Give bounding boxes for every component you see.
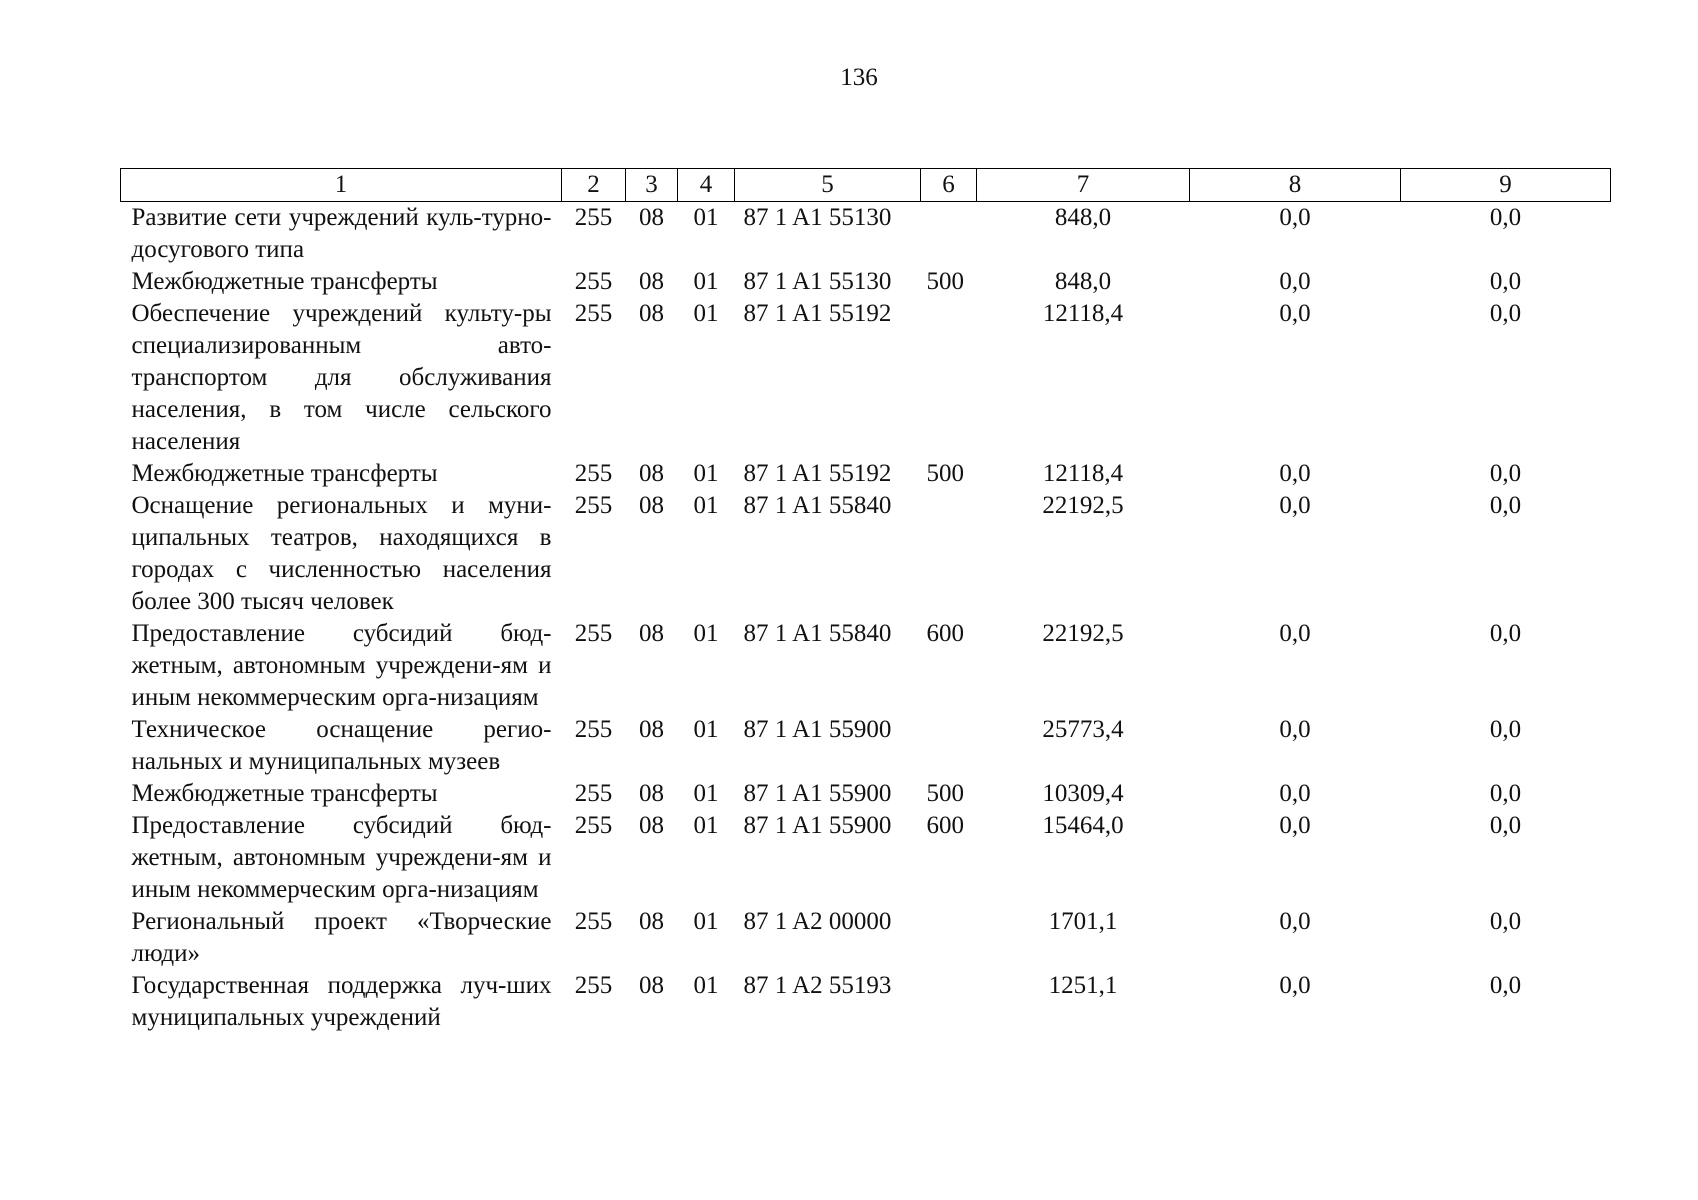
expense-type-code: 500 (926, 460, 964, 487)
table-row (121, 202, 1611, 267)
amount-col-7: 22192,5 (1042, 620, 1124, 647)
amount-col-8: 0,0 (1279, 492, 1311, 519)
amount-col-9: 0,0 (1489, 908, 1522, 935)
amount-col-7: 25773,4 (1042, 716, 1124, 743)
target-article-code: 87 1 A1 55900 (743, 716, 892, 743)
table-row (121, 906, 1611, 970)
expense-type-code: 600 (926, 812, 964, 839)
table-row (121, 458, 1611, 490)
target-article-code: 87 1 A1 55192 (743, 460, 892, 487)
target-article-code: 87 1 A1 55900 (743, 780, 892, 807)
expense-type-code (921, 714, 977, 778)
amount-col-8: 0,0 (1279, 268, 1311, 295)
section-code: 08 (639, 780, 664, 807)
column-header-2: 2 (562, 169, 626, 202)
table-body (121, 202, 1611, 1035)
amount-col-7: 12118,4 (1042, 300, 1124, 327)
section-code: 08 (639, 972, 664, 999)
subsection-code: 01 (693, 972, 719, 999)
amount-col-7: 15464,0 (1042, 812, 1124, 839)
target-article-code: 87 1 A1 55130 (743, 204, 892, 231)
row-name: Региональный проект «Творческие люди» (131, 908, 552, 967)
amount-col-7: 22192,5 (1042, 492, 1124, 519)
grbs-code: 255 (574, 300, 613, 327)
target-article-code: 87 1 A2 55193 (743, 972, 892, 999)
page-number: 136 (840, 64, 878, 91)
column-header-7: 7 (977, 169, 1190, 202)
row-name: Предоставление субсидий бюд-жетным, автономным учреждени-ям и иным некоммерческим орга-низациям (131, 812, 552, 903)
subsection-code: 01 (693, 300, 719, 327)
grbs-code: 255 (574, 780, 613, 807)
expense-type-code: 600 (926, 620, 964, 647)
amount-col-8: 0,0 (1279, 812, 1311, 839)
table-row (121, 618, 1611, 714)
section-code: 08 (639, 812, 664, 839)
expense-type-code (921, 970, 977, 1034)
grbs-code: 255 (574, 460, 613, 487)
row-name: Межбюджетные трансферты (131, 460, 438, 487)
amount-col-7: 1251,1 (1048, 972, 1118, 999)
header-row (121, 169, 1611, 202)
section-code: 08 (639, 620, 664, 647)
amount-col-9: 0,0 (1489, 780, 1522, 807)
amount-col-7: 10309,4 (1042, 780, 1124, 807)
row-name: Оснащение региональных и муни-ципальных театров, находящихся в городах с численностью населения более 300 тысяч человек (131, 492, 552, 615)
row-name: Межбюджетные трансферты (131, 268, 438, 295)
amount-col-9: 0,0 (1489, 300, 1522, 327)
amount-col-9: 0,0 (1489, 460, 1522, 487)
amount-col-7: 848,0 (1054, 268, 1112, 295)
column-header-6: 6 (921, 169, 977, 202)
expense-type-code: 500 (926, 268, 964, 295)
table-row (121, 714, 1611, 778)
amount-col-9: 0,0 (1489, 972, 1522, 999)
table-row (121, 490, 1611, 618)
target-article-code: 87 1 A1 55840 (743, 492, 892, 519)
amount-col-9: 0,0 (1489, 716, 1522, 743)
target-article-code: 87 1 A1 55840 (743, 620, 892, 647)
grbs-code: 255 (574, 812, 613, 839)
target-article-code: 87 1 A2 00000 (743, 908, 892, 935)
amount-col-7: 1701,1 (1048, 908, 1118, 935)
row-name: Обеспечение учреждений культу-ры специализированным авто-транспортом для обслуживания населения, в том числе сельского населения (131, 300, 552, 455)
amount-col-8: 0,0 (1279, 620, 1311, 647)
budget-table (120, 168, 1611, 1034)
amount-col-9: 0,0 (1489, 812, 1522, 839)
section-code: 08 (639, 908, 664, 935)
amount-col-7: 12118,4 (1042, 460, 1124, 487)
subsection-code: 01 (693, 204, 719, 231)
expense-type-code (921, 298, 977, 458)
column-header-5: 5 (735, 169, 921, 202)
subsection-code: 01 (693, 492, 719, 519)
expense-type-code (921, 490, 977, 618)
row-name: Техническое оснащение регио-нальных и муниципальных музеев (131, 716, 552, 775)
expense-type-code: 500 (926, 780, 964, 807)
amount-col-9: 0,0 (1489, 268, 1522, 295)
amount-col-8: 0,0 (1279, 908, 1311, 935)
section-code: 08 (639, 460, 664, 487)
grbs-code: 255 (574, 268, 613, 295)
table-row (121, 266, 1611, 298)
section-code: 08 (639, 204, 664, 231)
grbs-code: 255 (574, 620, 613, 647)
amount-col-7: 848,0 (1054, 204, 1112, 231)
column-header-4: 4 (678, 169, 735, 202)
target-article-code: 87 1 A1 55900 (743, 812, 892, 839)
table-row (121, 810, 1611, 906)
column-header-8: 8 (1190, 169, 1401, 202)
row-name: Государственная поддержка луч-ших муниципальных учреждений (131, 972, 552, 1031)
amount-col-8: 0,0 (1279, 460, 1311, 487)
row-name: Предоставление субсидий бюд-жетным, автономным учреждени-ям и иным некоммерческим орга-низациям (131, 620, 552, 711)
target-article-code: 87 1 A1 55130 (743, 268, 892, 295)
subsection-code: 01 (693, 908, 719, 935)
section-code: 08 (639, 300, 664, 327)
section-code: 08 (639, 492, 664, 519)
expense-type-code (921, 906, 977, 970)
expense-type-code (921, 202, 977, 267)
column-header-3: 3 (626, 169, 678, 202)
amount-col-8: 0,0 (1279, 972, 1311, 999)
table-row (121, 298, 1611, 458)
amount-col-9: 0,0 (1489, 492, 1522, 519)
amount-col-8: 0,0 (1279, 204, 1311, 231)
column-header-9: 9 (1401, 169, 1611, 202)
amount-col-8: 0,0 (1279, 716, 1311, 743)
subsection-code: 01 (693, 780, 719, 807)
row-name: Развитие сети учреждений куль-турно-досугового типа (131, 204, 552, 263)
amount-col-9: 0,0 (1489, 204, 1522, 231)
section-code: 08 (639, 716, 664, 743)
grbs-code: 255 (574, 716, 613, 743)
amount-col-8: 0,0 (1279, 780, 1311, 807)
row-name: Межбюджетные трансферты (131, 780, 438, 807)
grbs-code: 255 (574, 492, 613, 519)
grbs-code: 255 (574, 972, 613, 999)
table-row (121, 778, 1611, 810)
amount-col-9: 0,0 (1489, 620, 1522, 647)
subsection-code: 01 (693, 620, 719, 647)
subsection-code: 01 (693, 460, 719, 487)
table-row (121, 970, 1611, 1034)
grbs-code: 255 (574, 908, 613, 935)
subsection-code: 01 (693, 268, 719, 295)
subsection-code: 01 (693, 716, 719, 743)
grbs-code: 255 (574, 204, 613, 231)
subsection-code: 01 (693, 812, 719, 839)
amount-col-8: 0,0 (1279, 300, 1311, 327)
target-article-code: 87 1 A1 55192 (743, 300, 892, 327)
column-header-1: 1 (121, 169, 562, 202)
section-code: 08 (639, 268, 664, 295)
